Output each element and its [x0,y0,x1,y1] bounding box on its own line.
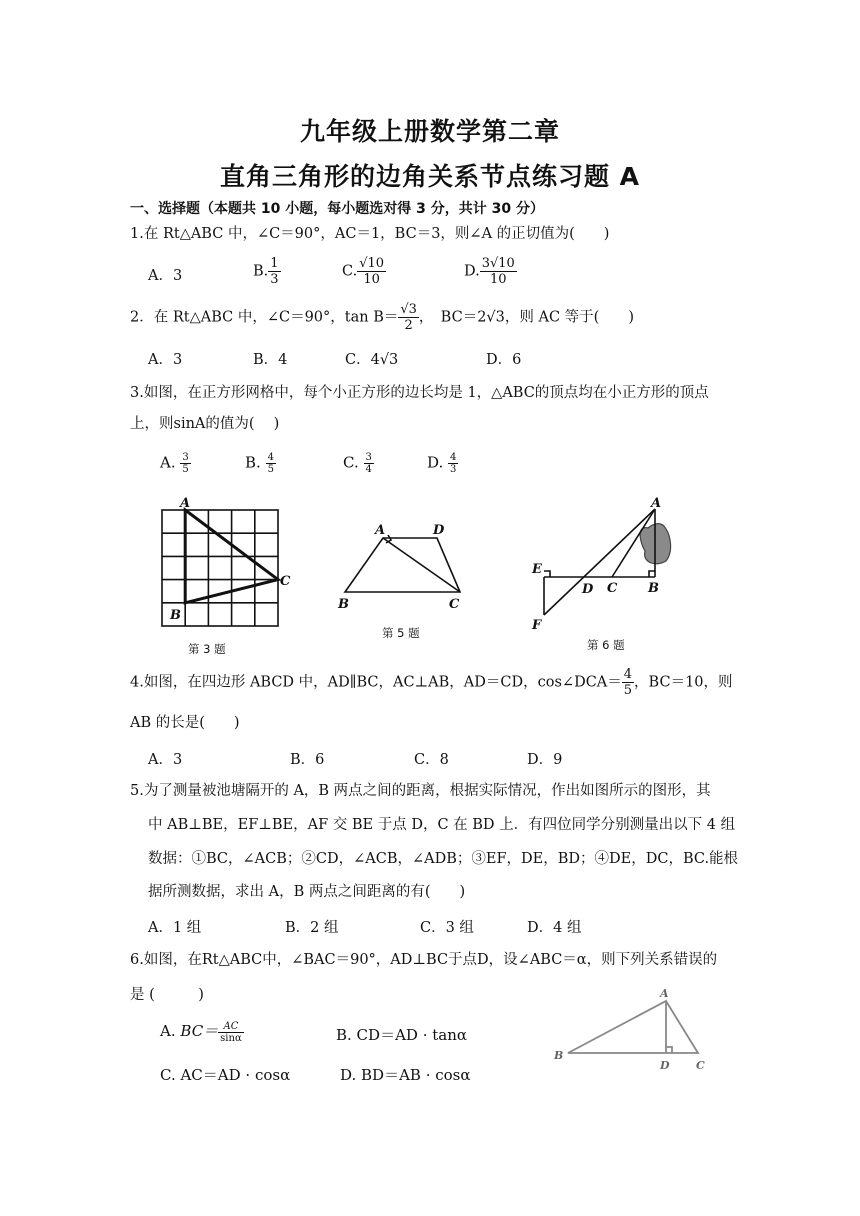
q4-fraction: $\frac{4}{5}$ [623,667,633,698]
q5-line-3: 数据：①BC，∠ACB；②CD，∠ACB，∠ADB；③EF，DE，BD；④DE，DC，BC.能根 [148,851,739,867]
fig3-label-a: A [180,496,191,511]
q4-option-a: A．3 [148,752,183,768]
q4-option-c: C．8 [414,752,449,768]
fig6-label-d: D [582,582,594,597]
fig5-trapezoid [345,538,460,592]
fig5-label-d: D [433,523,445,538]
q3-a-fraction: $\frac{3}{5}$ [182,452,189,475]
q3-option-a: A. $\frac{3}{5}$ [160,452,189,475]
q5-line-1: 5.为了测量被池塘隔开的 A，B 两点之间的距离，根据实际情况，作出如图所示的图形，其 [130,783,711,799]
fig5-caption: 第 5 题 [382,626,420,640]
q1-c-prefix: C. [342,263,358,280]
fig3-caption: 第 3 题 [188,642,226,656]
fig6-right-angle-e [544,571,550,577]
q1-stem: 1.在 Rt△ABC 中，∠C＝90°，AC＝1，BC＝3，则∠A 的正切值为( ) [130,226,610,242]
figure-6-pond [528,495,678,635]
q2-stem: 2．在 Rt△ABC 中，∠C＝90°，tan B＝ $\frac{√3}{2}$ ， BC＝2√3，则 AC 等于( ) [130,302,634,333]
q6-option-c: C. AC＝AD · cosα [160,1066,291,1084]
q6-line-1: 6.如图，在Rt△ABC中，∠BAC＝90°，AD⊥BC于点D，设∠ABC＝α，则下列关系错误的 [130,952,718,968]
q5-line-2: 中 AB⊥BE，EF⊥BE，AF 交 BE 于点 D，C 在 BD 上．有四位同学分别测量出以下 4 组 [148,817,736,833]
q3-d-fraction: $\frac{4}{3}$ [450,452,457,475]
q6-fig-label-d: D [660,1059,670,1072]
q1-option-c [342,256,386,287]
q1-c-fraction: $\frac{√10}{10}$ [359,256,385,287]
q6-fig-label-b: B [554,1049,564,1062]
q5-option-c: C．3 组 [420,920,474,936]
q1-d-fraction: $\frac{3√10}{10}$ [481,256,515,287]
q2-option-a: A．3 [148,352,183,368]
fig6-label-f: F [532,618,542,633]
q6-fig-label-c: C [696,1059,705,1072]
q3-option-d: D. $\frac{4}{3}$ [427,452,457,475]
title-line-2: 直角三角形的边角关系节点练习题 A [219,162,641,191]
q6-figure-triangle [550,985,720,1080]
figure-5-trapezoid [335,520,475,615]
q6-option-d: D. BD＝AB · cosα [340,1066,471,1084]
q1-b-prefix: B. [253,263,269,280]
q4-option-b: B．6 [290,752,325,768]
q6-option-b: B. CD＝AD · tanα [336,1026,467,1044]
q2-option-b: B．4 [253,352,288,368]
fig5-label-b: B [338,597,349,612]
q6-a-fraction: $\frac{AC}{\sin\alpha}$ [220,1020,242,1044]
q6-fig-label-a: A [660,987,669,1000]
fig6-label-b: B [648,581,659,596]
fig5-label-a: A [375,523,386,538]
fig6-label-e: E [532,562,542,577]
q3-line-2: 上，则sinA的值为( ) [130,416,280,432]
q3-option-b: B. $\frac{4}{5}$ [245,452,274,475]
section-heading: 一、选择题（本题共 10 小题，每小题选对得 3 分，共计 30 分） [130,201,544,217]
q4-stem: 4.如图，在四边形 ABCD 中，AD∥BC，AC⊥AB，AD＝CD，cos∠DCA＝ $\frac{4}{5}$ ，BC＝10，则 [130,667,733,698]
q3-line-1: 3.如图，在正方形网格中，每个小正方形的边长均是 1，△ABC的顶点均在小正方形的顶点 [130,385,709,401]
q2-fraction: $\frac{√3}{2}$ [400,302,417,333]
fig3-label-b: B [170,608,181,623]
fig6-label-a: A [651,496,662,511]
q4-option-d: D．9 [527,752,563,768]
q3-c-fraction: $\frac{3}{4}$ [365,452,372,475]
fig6-right-angle-b [649,571,655,577]
fig3-label-c: C [280,574,291,589]
fig5-label-c: C [449,597,460,612]
q2-option-c: C．4√3 [345,352,399,368]
q1-b-fraction: $\frac{1}{3}$ [270,256,279,287]
fig6-line-af [544,509,655,615]
q3-option-c: C. $\frac{3}{4}$ [343,452,372,475]
q6-fig-right-angle [666,1047,672,1053]
q5-option-d: D．4 组 [527,920,582,936]
q5-option-a: A．1 组 [148,920,202,936]
fig5-right-angle-mark [386,535,391,543]
q1-option-a: A．3 [148,268,183,284]
q4-line-2: AB 的长是( ) [130,715,240,731]
q5-line-4: 据所测数据，求出 A，B 两点之间距离的有( ) [148,884,466,900]
q5-option-b: B．2 组 [285,920,339,936]
q1-d-prefix: D. [464,263,480,280]
q6-fig-triangle [568,1001,698,1053]
q6-line-2: 是 ( ) [130,987,204,1003]
q2-option-d: D．6 [486,352,522,368]
title-line-1: 九年级上册数学第二章 [299,117,560,146]
q1-option-d [464,256,517,287]
fig6-label-c: C [607,581,618,596]
figure-3-grid-triangle [150,495,300,635]
q1-option-b [253,256,281,287]
q6-option-a: A. BC＝ $\frac{AC}{\sin\alpha}$ [160,1020,242,1044]
fig6-caption: 第 6 题 [587,638,625,652]
q3-b-fraction: $\frac{4}{5}$ [267,452,274,475]
